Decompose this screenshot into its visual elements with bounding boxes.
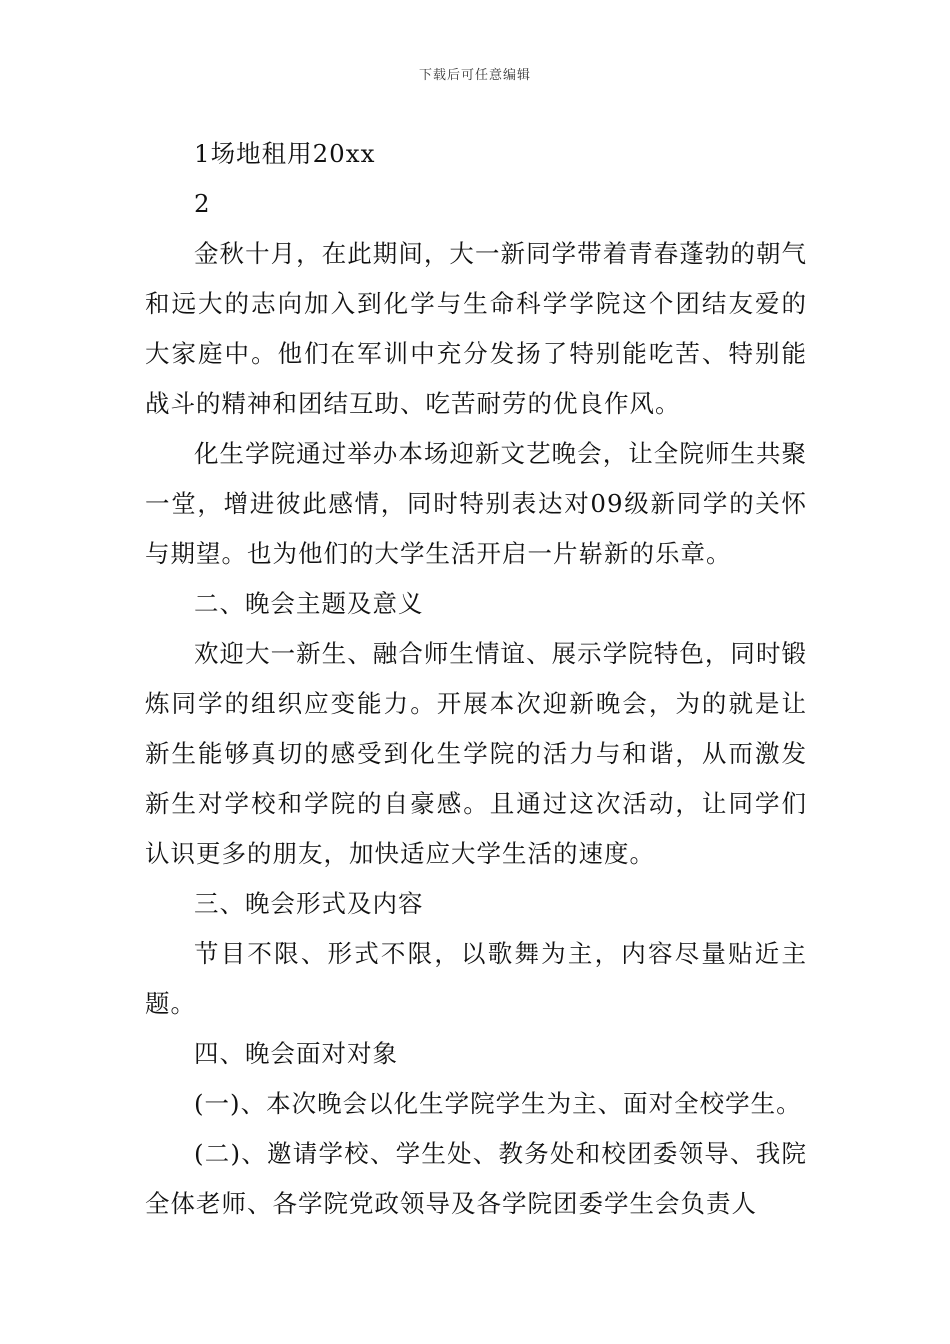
paragraph-theme: 欢迎大一新生、融合师生情谊、展示学院特色，同时锻炼同学的组织应变能力。开展本次迎新晚会，为的就是让新生能够真切的感受到化生学院的活力与和谐，从而激发新生对学校和学院的自豪感。且通过这次活动，让同学们认识更多的朋友，加快适应大学生活的速度。 xyxy=(145,639,807,868)
paragraph-audience-1: (一)、本次晚会以化生学院学生为主、面对全校学生。 xyxy=(194,1089,802,1118)
paragraph-audience-2: (二)、邀请学校、学生处、教务处和校团委领导、我院全体老师、各学院党政领导及各学院团委学生会负责人 xyxy=(145,1139,807,1218)
section-heading-format: 三、晚会形式及内容 xyxy=(194,889,424,918)
paragraph-background: 金秋十月，在此期间，大一新同学带着青春蓬勃的朝气和远大的志向加入到化学与生命科学学院这个团结友爱的大家庭中。他们在军训中充分发扬了特别能吃苦、特别能战斗的精神和团结互助、吃苦耐劳的优良作风。 xyxy=(145,239,807,418)
document-body xyxy=(145,129,807,1229)
paragraph-purpose: 化生学院通过举办本场迎新文艺晚会，让全院师生共聚一堂，增进彼此感情，同时特别表达对09级新同学的关怀与期望。也为他们的大学生活开启一片崭新的乐章。 xyxy=(145,439,807,568)
paragraph-item-2: 2 xyxy=(194,189,211,218)
section-heading-theme: 二、晚会主题及意义 xyxy=(194,589,424,618)
section-heading-audience: 四、晚会面对对象 xyxy=(194,1039,398,1068)
paragraph-format: 节目不限、形式不限，以歌舞为主，内容尽量贴近主题。 xyxy=(145,939,807,1018)
paragraph-venue-rental: 1场地租用20xx xyxy=(194,139,376,168)
page-header-note: 下载后可任意编辑 xyxy=(418,68,531,83)
